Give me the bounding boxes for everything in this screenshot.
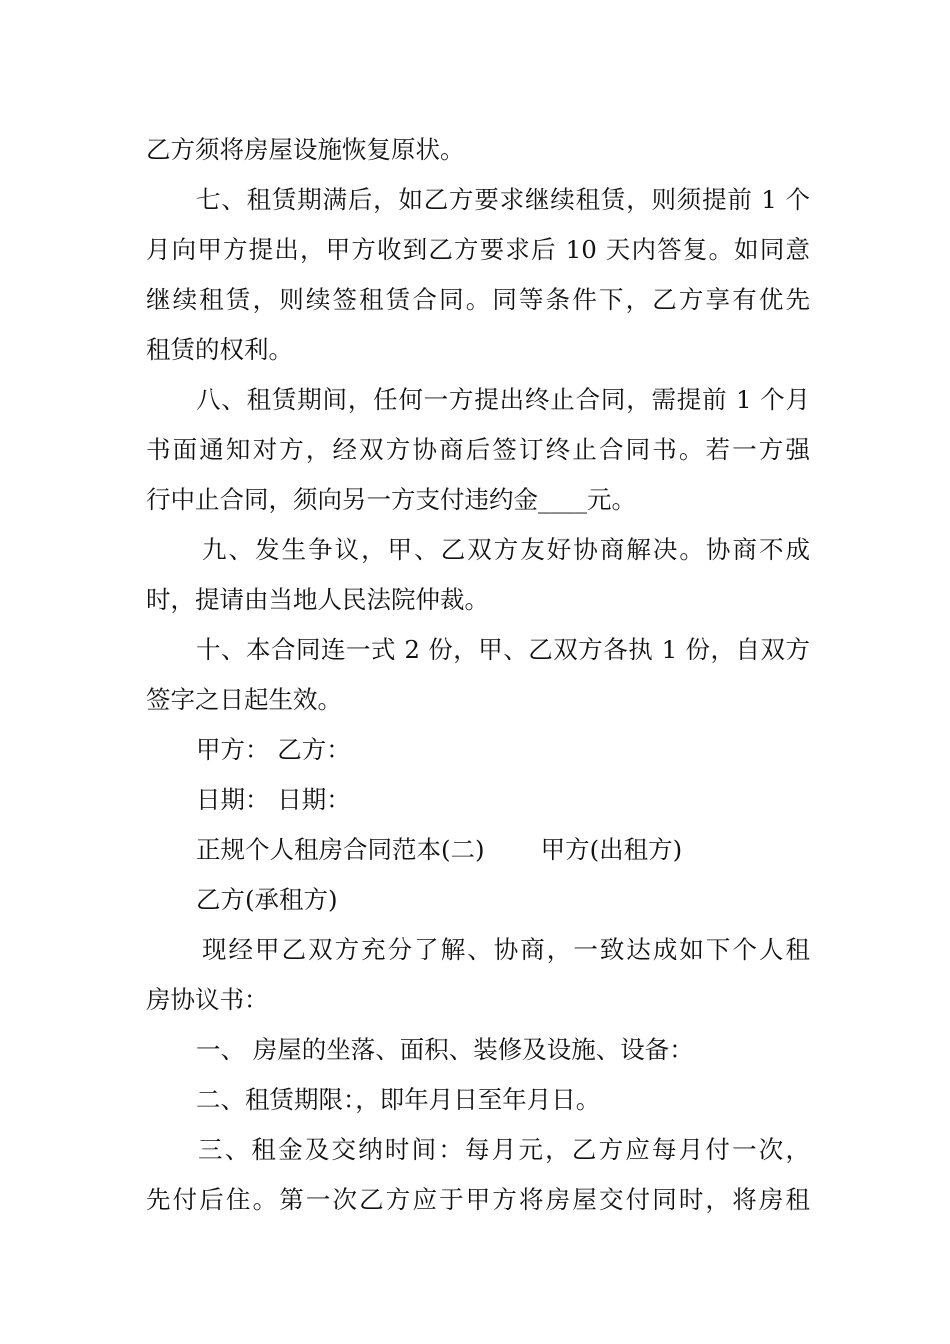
- preamble-line-1: 现经甲乙双方充分了解、协商，一致达成如下个人租: [202, 935, 810, 964]
- clause-10-line-2: 签字之日起生效。: [146, 685, 342, 714]
- clause-8-line-1: 八、租赁期间，任何一方提出终止合同，需提前 1 个月: [196, 385, 810, 414]
- clause-10-line-1: 十、本合同连一式 2 份，甲、乙双方各执 1 份，自双方: [196, 635, 810, 664]
- item-3-line-1: 三、租金及交纳时间：每月元，乙方应每月付一次，: [198, 1135, 810, 1164]
- signature-parties: 甲方： 乙方：: [196, 735, 351, 764]
- clause-7-line-3: 继续租赁，则续签租赁合同。同等条件下，乙方享有优先: [146, 285, 810, 314]
- clause-8-line-3: 行中止合同，须向另一方支付违约金____元。: [146, 485, 636, 514]
- lessee-label: 乙方(承租方): [196, 885, 338, 914]
- clause-7-line-1: 七、租赁期满后，如乙方要求继续租赁，则须提前 1 个: [196, 185, 810, 214]
- clause-7-line-4: 租赁的权利。: [146, 335, 293, 364]
- preamble-line-2: 房协议书：: [146, 985, 269, 1014]
- clause-7-line-2: 月向甲方提出，甲方收到乙方要求后 10 天内答复。如同意: [146, 235, 810, 264]
- clause-9-line-2: 时，提请由当地人民法院仲裁。: [146, 585, 489, 614]
- lessor-label: 甲方(出租方): [540, 835, 683, 864]
- signature-dates: 日期： 日期：: [196, 785, 351, 814]
- item-2-line: 二、租赁期限：，即年月日至年月日。: [196, 1085, 601, 1114]
- clause-9-line-1: 九、发生争议，甲、乙双方友好协商解决。协商不成: [202, 535, 810, 564]
- paragraph-line: 乙方须将房屋设施恢复原状。: [146, 135, 465, 164]
- clause-8-line-2: 书面通知对方，经双方协商后签订终止合同书。若一方强: [146, 435, 810, 464]
- section-title: 正规个人租房合同范本(二): [196, 835, 485, 864]
- item-3-line-2: 先付后住。第一次乙方应于甲方将房屋交付同时，将房租: [146, 1185, 810, 1214]
- item-1-line: 一、 房屋的坐落、面积、装修及设施、设备：: [196, 1035, 694, 1064]
- section-heading-line: [196, 830, 810, 870]
